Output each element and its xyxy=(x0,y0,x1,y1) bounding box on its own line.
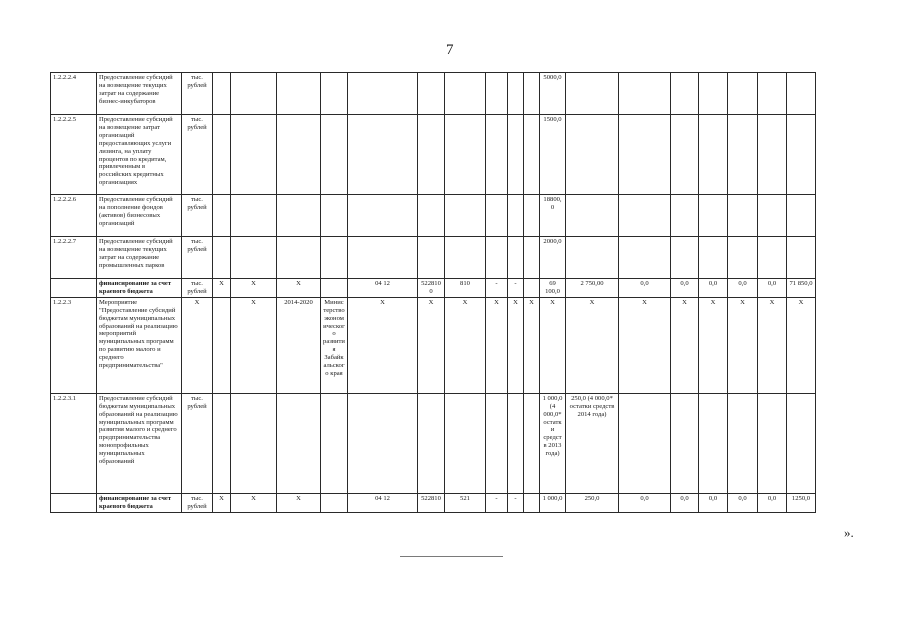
table-cell: X xyxy=(486,297,508,393)
row-name-cell: Предоставление субсидий на пополнение фондов (активов) бизнесовых организаций xyxy=(97,195,182,237)
table-cell xyxy=(418,393,445,493)
row-unit-cell: тыс. рублей xyxy=(182,115,213,195)
table-cell xyxy=(277,237,321,279)
table-cell xyxy=(231,237,277,279)
table-cell xyxy=(321,279,348,298)
table-cell xyxy=(699,115,728,195)
table-cell xyxy=(445,195,486,237)
table-cell xyxy=(566,195,619,237)
table-cell: 71 850,0 xyxy=(787,279,816,298)
row-unit-cell: тыс. рублей xyxy=(182,73,213,115)
table-cell: X xyxy=(699,297,728,393)
row-code-cell: 1.2.2.2.7 xyxy=(51,237,97,279)
table-cell xyxy=(231,115,277,195)
table-cell xyxy=(758,393,787,493)
table-cell: 69 100,0 xyxy=(540,279,566,298)
table-cell xyxy=(699,237,728,279)
table-cell xyxy=(231,393,277,493)
table-cell xyxy=(231,195,277,237)
table-cell: X xyxy=(728,297,758,393)
table-cell xyxy=(699,73,728,115)
table-cell xyxy=(445,115,486,195)
table-cell: 1 000,0 (4 000,0* остатки средств 2013 года) xyxy=(540,393,566,493)
table-cell xyxy=(277,393,321,493)
table-cell: X xyxy=(671,297,699,393)
table-cell xyxy=(566,237,619,279)
table-cell xyxy=(445,73,486,115)
table-cell: 2000,0 xyxy=(540,237,566,279)
table-cell xyxy=(699,195,728,237)
table-cell xyxy=(671,115,699,195)
table-cell xyxy=(524,195,540,237)
table-cell xyxy=(348,115,418,195)
table-cell xyxy=(321,115,348,195)
table-cell xyxy=(619,393,671,493)
table-cell: 0,0 xyxy=(728,493,758,512)
table-cell xyxy=(619,115,671,195)
row-name-cell: финансирование за счет краевого бюджета xyxy=(97,493,182,512)
row-code-cell: 1.2.2.2.6 xyxy=(51,195,97,237)
table-cell: - xyxy=(486,279,508,298)
footer-divider xyxy=(400,556,503,557)
table-cell: X xyxy=(508,297,524,393)
table-cell xyxy=(524,237,540,279)
table-cell: X xyxy=(277,279,321,298)
table-cell: 810 xyxy=(445,279,486,298)
row-unit-cell: тыс. рублей xyxy=(182,493,213,512)
row-code-cell: 1.2.2.3 xyxy=(51,297,97,393)
table-cell: 1500,0 xyxy=(540,115,566,195)
table-cell: Министерство экономического развития Забайкальского края xyxy=(321,297,348,393)
row-name-cell: Предоставление субсидий на возмещение затрат организаций предоставляющих услуги лизинга, на уплату процентов по кредитам, привлеченным в российских кредитных организациях xyxy=(97,115,182,195)
table-cell xyxy=(445,393,486,493)
table-cell xyxy=(524,73,540,115)
table-cell xyxy=(213,73,231,115)
table-cell xyxy=(277,73,321,115)
table-cell: 5000,0 xyxy=(540,73,566,115)
row-code-cell: 1.2.2.3.1 xyxy=(51,393,97,493)
table-cell: 1250,0 xyxy=(787,493,816,512)
table-cell: X xyxy=(348,297,418,393)
row-code-cell: 1.2.2.2.5 xyxy=(51,115,97,195)
closing-mark: ». xyxy=(844,525,854,540)
table-cell xyxy=(699,393,728,493)
table-cell xyxy=(619,73,671,115)
table-cell xyxy=(321,493,348,512)
table-cell xyxy=(758,237,787,279)
table-cell xyxy=(671,73,699,115)
table-cell xyxy=(787,393,816,493)
table-cell xyxy=(348,237,418,279)
table-cell: 250,0 xyxy=(566,493,619,512)
table-cell xyxy=(671,195,699,237)
table-cell: 1 000,0 xyxy=(540,493,566,512)
table-cell xyxy=(348,73,418,115)
table-cell: X xyxy=(566,297,619,393)
table-cell xyxy=(566,115,619,195)
table-cell xyxy=(321,393,348,493)
budget-table xyxy=(50,72,868,513)
table-cell xyxy=(787,195,816,237)
table-cell xyxy=(787,73,816,115)
table-cell xyxy=(566,73,619,115)
table-cell xyxy=(321,237,348,279)
table-cell xyxy=(787,115,816,195)
table-cell xyxy=(508,195,524,237)
table-cell: X xyxy=(231,297,277,393)
table-cell xyxy=(524,115,540,195)
table-cell: 0,0 xyxy=(671,493,699,512)
table-cell: 04 12 xyxy=(348,279,418,298)
row-code-cell xyxy=(51,279,97,298)
table-cell xyxy=(231,73,277,115)
table-cell: X xyxy=(213,493,231,512)
table-cell: X xyxy=(418,297,445,393)
table-cell xyxy=(758,195,787,237)
table-cell: 0,0 xyxy=(758,493,787,512)
table-cell xyxy=(486,237,508,279)
table-cell xyxy=(728,115,758,195)
table-cell: 04 12 xyxy=(348,493,418,512)
table-cell xyxy=(728,237,758,279)
table-cell xyxy=(524,279,540,298)
row-name-cell: Предоставление субсидий на возмещение текущих затрат на содержание бизнес-инкубаторов xyxy=(97,73,182,115)
table-cell xyxy=(321,73,348,115)
table-cell xyxy=(486,195,508,237)
table-cell xyxy=(418,195,445,237)
table-cell: 250,0 (4 000,0* остатки средств 2014 года) xyxy=(566,393,619,493)
table-cell xyxy=(213,115,231,195)
table-cell xyxy=(348,393,418,493)
table-cell xyxy=(758,73,787,115)
table-cell: X xyxy=(787,297,816,393)
table-cell: X xyxy=(524,297,540,393)
table-row xyxy=(51,195,868,237)
table-row xyxy=(51,297,868,393)
table-cell xyxy=(445,237,486,279)
row-unit-cell: тыс. рублей xyxy=(182,279,213,298)
table-cell: - xyxy=(486,493,508,512)
table-cell xyxy=(671,393,699,493)
table-cell xyxy=(728,195,758,237)
table-cell xyxy=(671,237,699,279)
table-cell: 2 750,00 xyxy=(566,279,619,298)
table-cell: 522810 xyxy=(418,493,445,512)
row-name-cell: Мероприятие "Предоставление субсидий бюджетам муниципальных образований на реализацию мероприятий муниципальных программ по развитию малого и среднего предпринимательства" xyxy=(97,297,182,393)
table-cell xyxy=(418,237,445,279)
table-cell: X xyxy=(277,493,321,512)
table-cell: X xyxy=(758,297,787,393)
row-code-cell: 1.2.2.2.4 xyxy=(51,73,97,115)
row-unit-cell: тыс. рублей xyxy=(182,393,213,493)
table-cell xyxy=(213,195,231,237)
table-cell xyxy=(486,73,508,115)
table-cell xyxy=(787,237,816,279)
row-name-cell: Предоставление субсидий на возмещение текущих затрат на содержание промышленных парков xyxy=(97,237,182,279)
table-cell xyxy=(213,237,231,279)
table-cell: X xyxy=(540,297,566,393)
table-cell xyxy=(418,73,445,115)
table-cell xyxy=(524,393,540,493)
table-row xyxy=(51,73,868,115)
table-cell xyxy=(524,493,540,512)
table-cell xyxy=(508,73,524,115)
table-row xyxy=(51,393,868,493)
table-cell: 18800,0 xyxy=(540,195,566,237)
table-cell: X xyxy=(619,297,671,393)
table-cell xyxy=(418,115,445,195)
table-cell: 2014-2020 xyxy=(277,297,321,393)
table-cell xyxy=(508,393,524,493)
table-row xyxy=(51,237,868,279)
table-cell: 0,0 xyxy=(619,279,671,298)
table-row xyxy=(51,493,868,512)
table-cell xyxy=(213,297,231,393)
table-cell: X xyxy=(231,493,277,512)
row-unit-cell: тыс. рублей xyxy=(182,237,213,279)
table-cell: - xyxy=(508,279,524,298)
row-code-cell xyxy=(51,493,97,512)
table-cell xyxy=(486,115,508,195)
row-unit-cell: X xyxy=(182,297,213,393)
table-cell xyxy=(619,195,671,237)
table-cell: 0,0 xyxy=(728,279,758,298)
table-cell xyxy=(758,115,787,195)
row-name-cell: финансирование за счет краевого бюджета xyxy=(97,279,182,298)
table-row xyxy=(51,115,868,195)
table-cell xyxy=(508,237,524,279)
table-cell xyxy=(277,115,321,195)
table-cell: X xyxy=(231,279,277,298)
table-body xyxy=(51,73,868,513)
page-number: 7 xyxy=(446,42,454,58)
row-name-cell: Предоставление субсидий бюджетам муниципальных образований на реализацию муниципальных программ развития малого и среднего предпринимательства монопрофильных муниципальных образований xyxy=(97,393,182,493)
table-cell xyxy=(348,195,418,237)
table-cell xyxy=(486,393,508,493)
table-cell xyxy=(321,195,348,237)
table-cell: - xyxy=(508,493,524,512)
table-cell xyxy=(728,73,758,115)
table-cell xyxy=(277,195,321,237)
table-cell xyxy=(728,393,758,493)
table-cell: 0,0 xyxy=(671,279,699,298)
table-cell: 0,0 xyxy=(699,493,728,512)
table-cell xyxy=(619,237,671,279)
table-cell: X xyxy=(445,297,486,393)
table-cell: 0,0 xyxy=(699,279,728,298)
table-cell xyxy=(213,393,231,493)
row-unit-cell: тыс. рублей xyxy=(182,195,213,237)
table-cell: 521 xyxy=(445,493,486,512)
table-row xyxy=(51,279,868,298)
table-cell: 0,0 xyxy=(758,279,787,298)
table-cell: X xyxy=(213,279,231,298)
table-cell xyxy=(508,115,524,195)
table-cell: 5228100 xyxy=(418,279,445,298)
table-cell: 0,0 xyxy=(619,493,671,512)
